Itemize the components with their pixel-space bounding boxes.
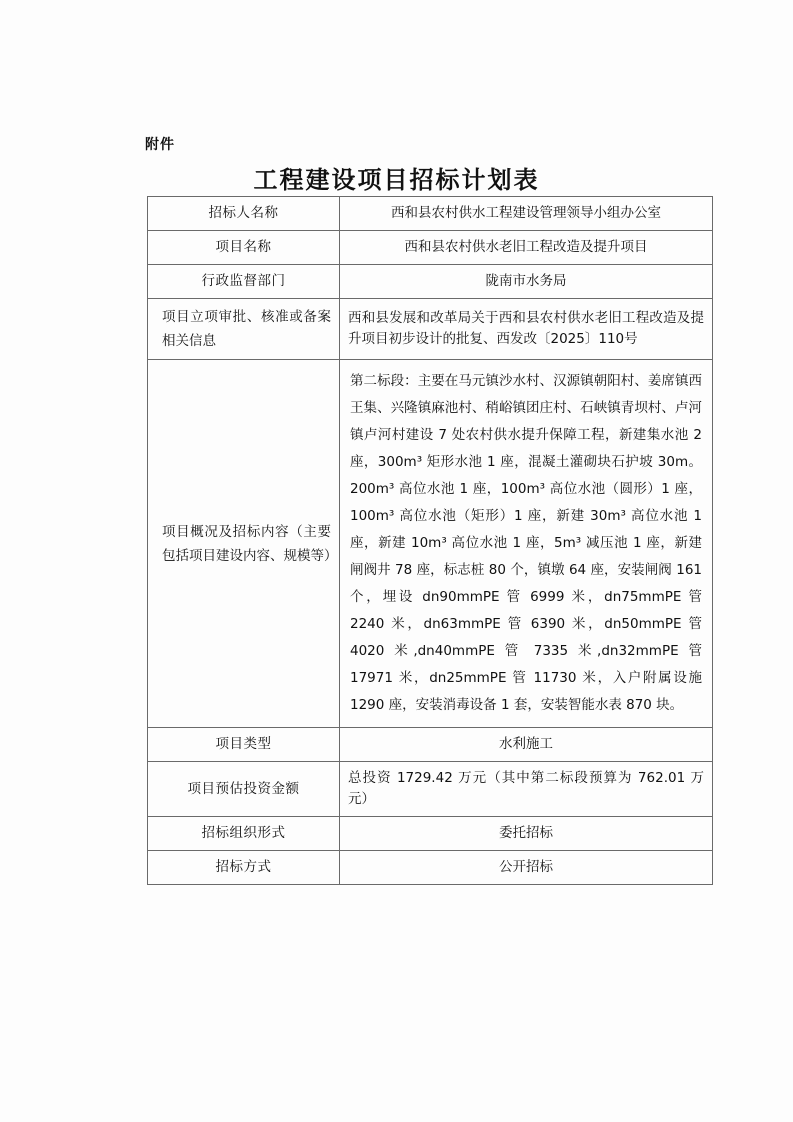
- table-body: [148, 197, 713, 885]
- row-label-organization-form: 招标组织形式: [148, 817, 340, 851]
- table-row: [148, 298, 713, 360]
- row-label-project-type: 项目类型: [148, 728, 340, 762]
- row-label-approval-info: [148, 298, 340, 360]
- page-title: 工程建设项目招标计划表: [253, 166, 540, 194]
- table-row: [148, 197, 713, 231]
- row-value-approval-info: 西和县发展和改革局关于西和县农村供水老旧工程改造及提升项目初步设计的批复、西发改〔2025〕110号: [340, 298, 713, 360]
- row-label-project-overview: [148, 360, 340, 728]
- row-label-supervision-dept: 行政监督部门: [148, 264, 340, 298]
- table-row: [148, 230, 713, 264]
- row-label-project-name: 项目名称: [148, 230, 340, 264]
- row-value-project-overview: 第二标段：主要在马元镇沙水村、汉源镇朝阳村、姜席镇西王集、兴隆镇麻池村、稍峪镇团庄村、石峡镇青坝村、卢河镇卢河村建设 7 处农村供水提升保障工程，新建集水池 2 座，300m³ 矩形水池 1 座，混凝土灌砌块石护坡 30m。200m³ 高位水池 1 座，100m³ 高位水池（圆形）1 座，100m³ 高位水池（矩形）1 座，新建 30m³ 高位水池 1 座，新建 10m³ 高位水池 1 座，5m³ 减压池 1 座，新建闸阀井 78 座，标志桩 80 个，镇墩 64 座，安装闸阀 161 个，埋设 dn90mmPE 管 6999 米，dn75mmPE 管 2240 米，dn63mmPE 管 6390 米，dn50mmPE 管 4020 米,dn40mmPE 管 7335 米,dn32mmPE 管 17971 米，dn25mmPE 管 11730 米，入户附属设施 1290 座，安装消毒设备 1 套，安装智能水表 870 块。: [340, 360, 713, 728]
- row-value-estimated-investment: 总投资 1729.42 万元（其中第二标段预算为 762.01 万元）: [340, 762, 713, 817]
- table-row: [148, 817, 713, 851]
- row-value-bidding-method: 公开招标: [340, 851, 713, 885]
- row-label-approval-info-text: 项目立项审批、核准或备案相关信息: [162, 308, 331, 350]
- row-label-bidder-name: 招标人名称: [148, 197, 340, 231]
- row-label-bidding-method: 招标方式: [148, 851, 340, 885]
- table-row: [148, 360, 713, 728]
- table-row: [148, 264, 713, 298]
- attachment-label: 附件: [145, 137, 175, 153]
- row-value-project-name: 西和县农村供水老旧工程改造及提升项目: [340, 230, 713, 264]
- row-label-estimated-investment: 项目预估投资金额: [148, 762, 340, 817]
- table-row: [148, 762, 713, 817]
- table-row: [148, 851, 713, 885]
- row-value-supervision-dept: 陇南市水务局: [340, 264, 713, 298]
- bidding-plan-table: [147, 196, 713, 885]
- row-value-project-type: 水利施工: [340, 728, 713, 762]
- row-label-project-overview-text: 项目概况及招标内容（主要包括项目建设内容、规模等）: [162, 523, 338, 564]
- row-value-bidder-name: 西和县农村供水工程建设管理领导小组办公室: [340, 197, 713, 231]
- row-value-organization-form: 委托招标: [340, 817, 713, 851]
- table-row: [148, 728, 713, 762]
